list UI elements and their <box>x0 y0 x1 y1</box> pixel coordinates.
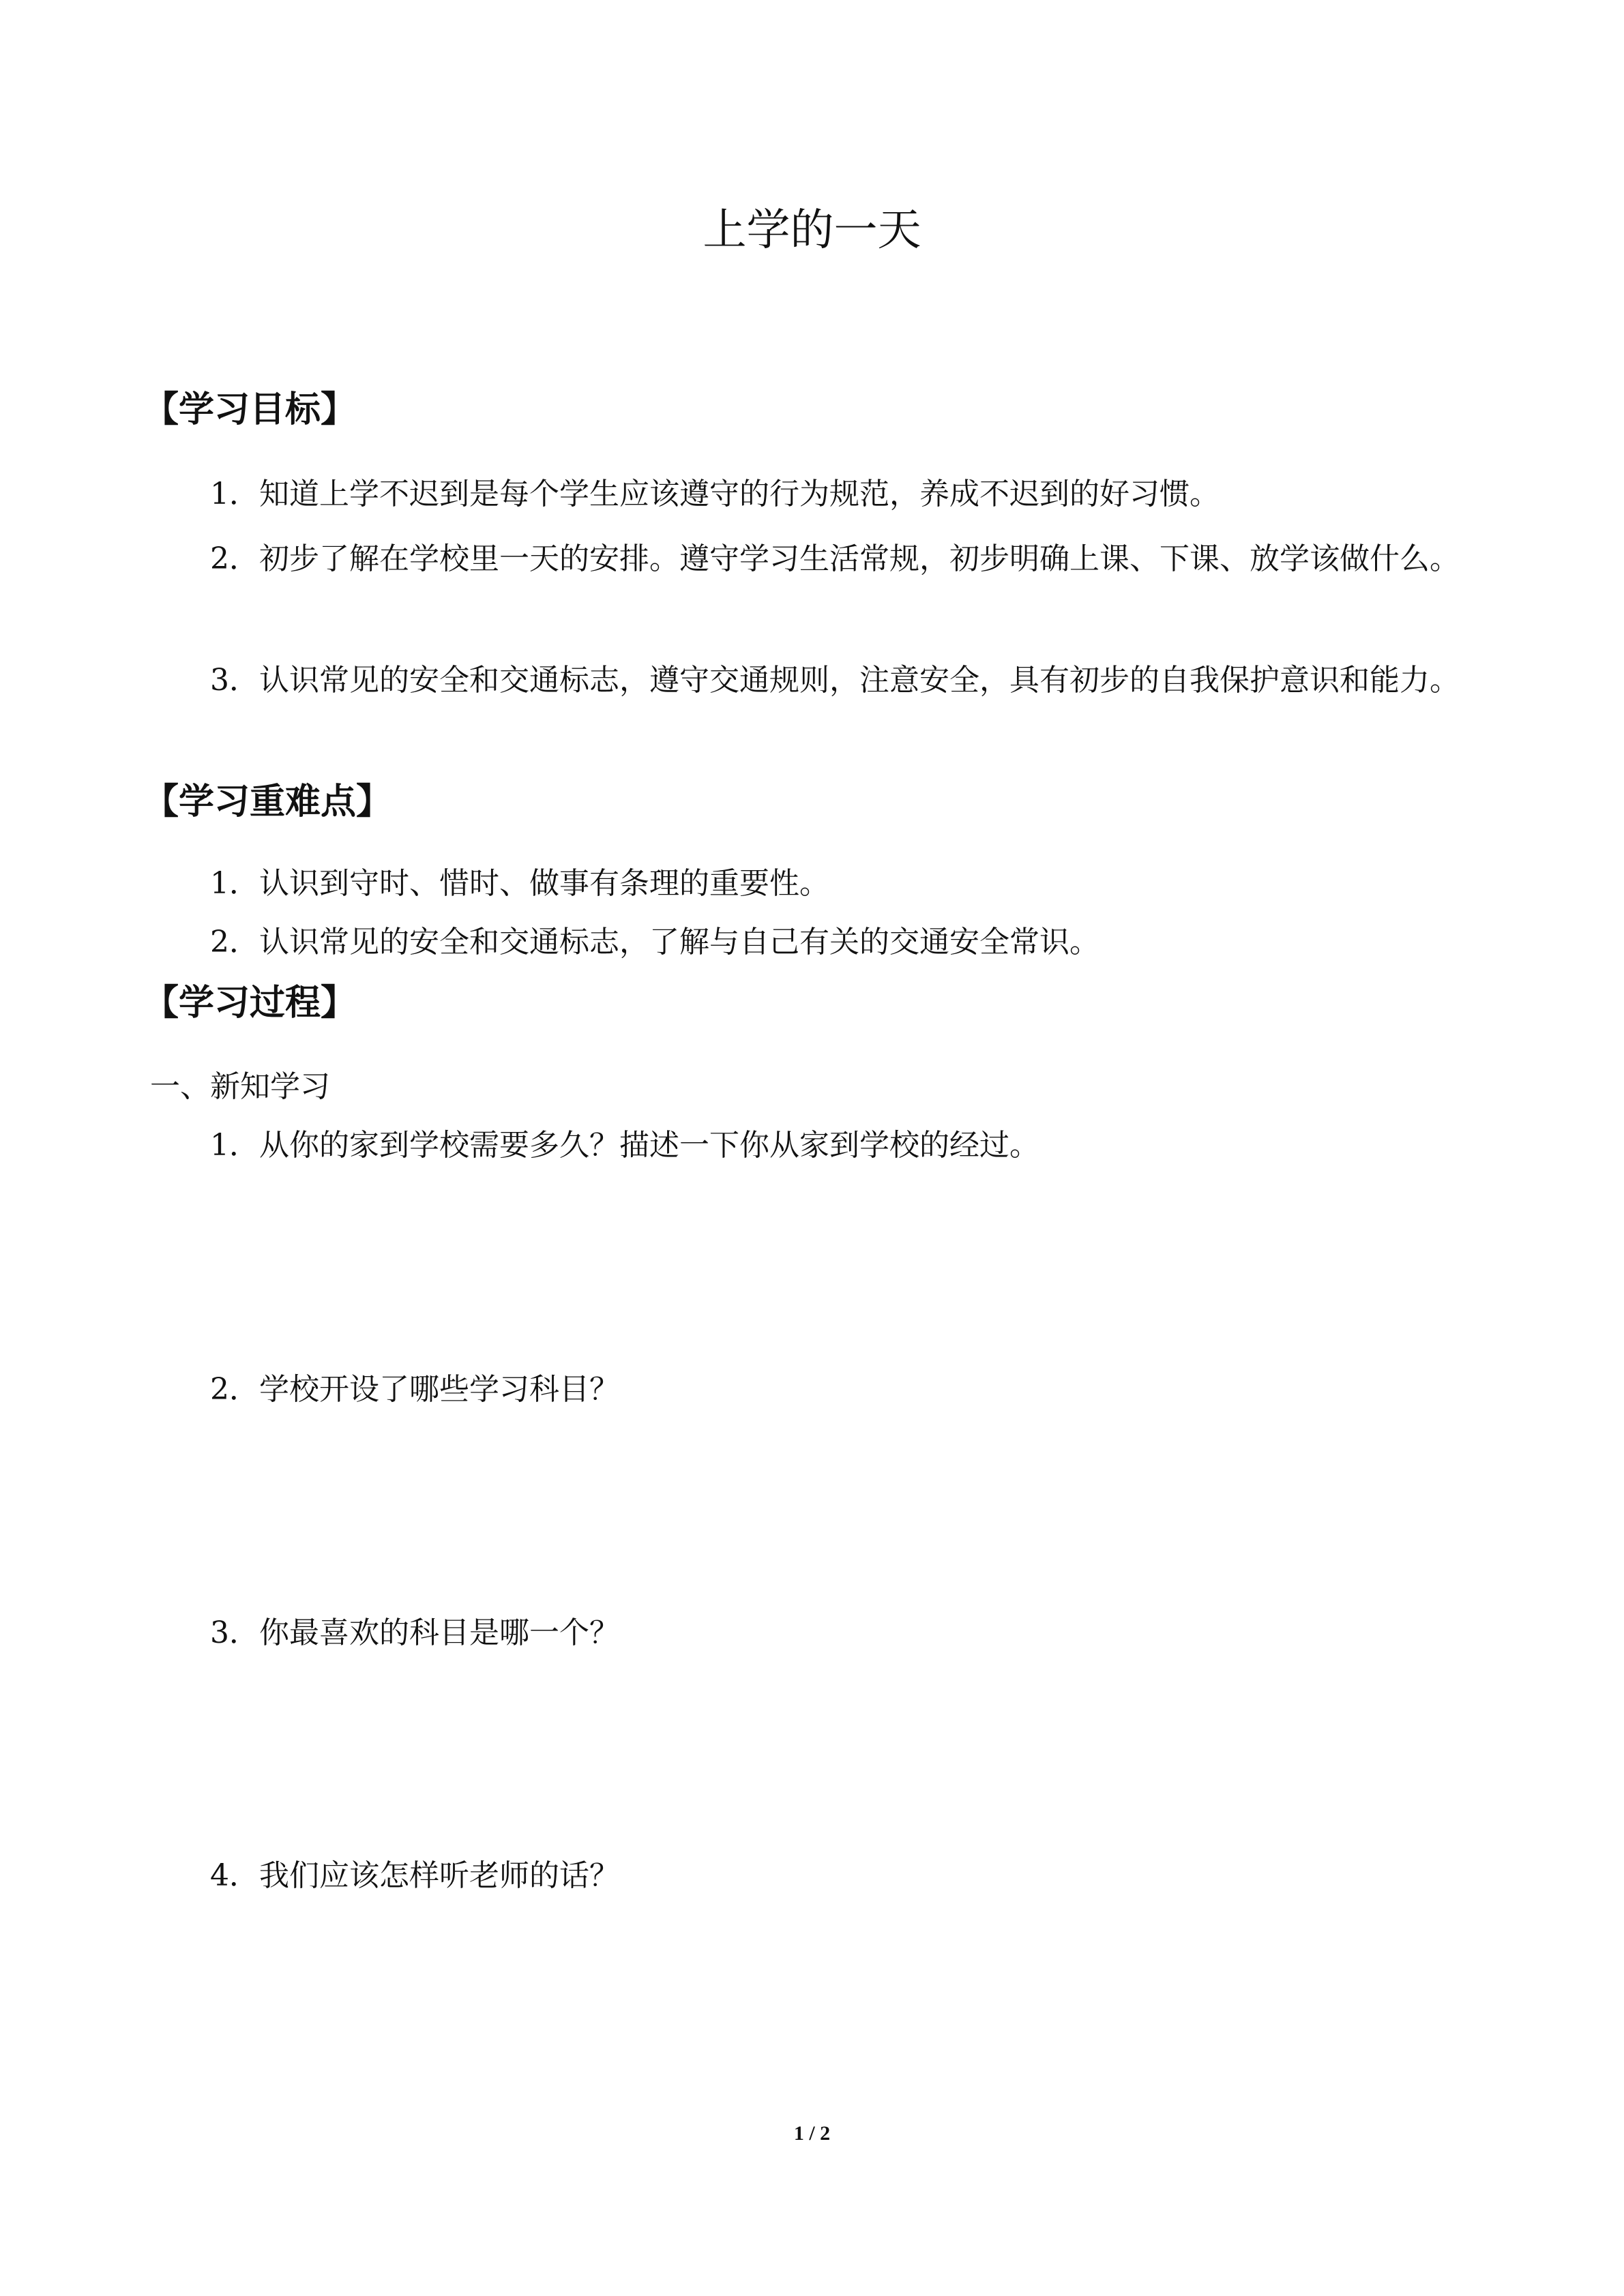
question-1: 1．从你的家到学校需要多久？描述一下你从家到学校的经过。 <box>210 1128 1039 1163</box>
process-subheading: 一、新知学习 <box>150 1069 330 1104</box>
goal-item-1: 1．知道上学不迟到是每个学生应该遵守的行为规范，养成不迟到的好习惯。 <box>210 477 1220 511</box>
key-point-item-1: 1．认识到守时、惜时、做事有条理的重要性。 <box>210 866 829 901</box>
goal-item-3: 3．认识常见的安全和交通标志，遵守交通规则，注意安全，具有初步的自我保护意识和能力。 <box>210 663 1460 698</box>
question-4: 4．我们应该怎样听老师的话？ <box>210 1858 619 1893</box>
document-title: 上学的一天 <box>703 205 921 256</box>
question-3: 3．你最喜欢的科目是哪一个？ <box>210 1615 619 1650</box>
key-point-item-2: 2．认识常见的安全和交通标志，了解与自己有关的交通安全常识。 <box>210 925 1099 959</box>
section-heading-goals: 【学习目标】 <box>143 389 357 430</box>
question-2: 2．学校开设了哪些学习科目？ <box>210 1372 619 1407</box>
page-number: 1 / 2 <box>793 2122 831 2145</box>
section-heading-process: 【学习过程】 <box>143 983 357 1024</box>
goal-item-2: 2．初步了解在学校里一天的安排。遵守学习生活常规，初步明确上课、下课、放学该做什么。 <box>210 541 1460 576</box>
section-heading-key-points: 【学习重难点】 <box>143 781 392 822</box>
